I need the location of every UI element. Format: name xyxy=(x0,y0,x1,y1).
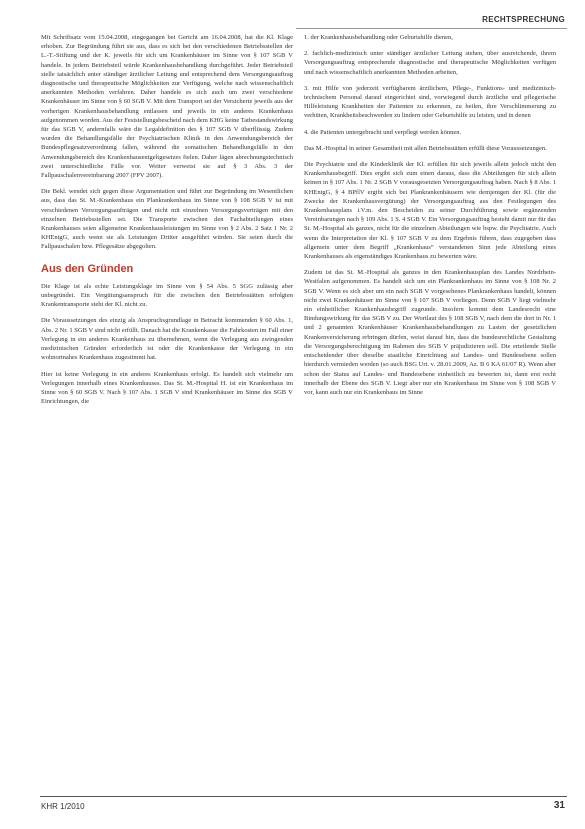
page-number: 31 xyxy=(553,800,565,811)
section-rubric: RECHTSPRECHUNG xyxy=(482,15,565,24)
body-paragraph: Die Klage ist als echte Leistungsklage im Sinne von § 54 Abs. 5 SGG zulässig aber unbegründet. Ein Vergütungsanspruch für die zwischen den Betriebsstätten erfolgten Krankentransporte steht der Kl. nicht zu. xyxy=(41,282,293,309)
body-paragraph: Die Voraussetzungen des einzig als Anspruchsgrundlage in Betracht kommenden § 60 Abs. 1, Abs. 2 Nr. 1 SGB V sind nicht erfüllt. Danach hat die Krankenkasse die Fahrkosten im Fall einer Verlegung in ein anderes Krankenhaus zu übernehmen, wenn die Verlegung aus zwingenden medizinischen Gründen erforderlich ist oder die Krankenkasse der Verlegung in ein wohnortnahes Krankenhaus zugestimmt hat. xyxy=(41,317,293,362)
statute-list-item: 2. fachlich-medizinisch unter ständiger ärztlicher Leitung stehen, über ausreichende, ihrem Versorgungsauftrag entsprechende diagnostische und therapeutische Möglichkeiten verfügen und nach wissenschaftlich anerkannten Methoden arbeiten, xyxy=(304,50,556,76)
journal-issue: KHR 1/2010 xyxy=(41,802,85,811)
left-column xyxy=(41,33,293,413)
statute-list-item: 1. der Krankenhausbehandlung oder Geburtshilfe dienen, xyxy=(304,34,453,41)
statute-list-item: 4. die Patienten untergebracht und verpflegt werden können. xyxy=(304,128,462,136)
footer-rule xyxy=(40,796,567,797)
body-paragraph: Die Bekl. wendet sich gegen diese Argumentation und führt zur Begründung im Wesentlichen aus, dass das St. M.-Krankenhaus ein Plankrankenhaus im Sinne von § 108 SGB V ist mit verschiedenen Versorgungsaufträgen und nicht mit einzelnen Versorgungsverträgen mit den einzelnen Betriebsstellen sei. Die Transporte zwischen den Fachabteilungen eines Krankenhauses seien allgemeine Krankenhausleistungen im Sinne von § 2 Abs. 2 Satz 1 Nr. 2 KHEntgG, auch wenn sie als Leistungen Dritter ausgeführt würden. Sie seien durch die Fallpauschalen bzw. Pflegesätze abgegolten. xyxy=(41,188,293,251)
body-paragraph: Hier ist keine Verlegung in ein anderes Krankenhaus erfolgt. Es handelt sich vielmehr um Verlegungen innerhalb eines Krankenhauses. Das St. M.-Hospital H. ist ein Krankenhaus im Sinne von § 60 SGB V. Nach § 107 Abs. 1 SGB V sind Krankenhäuser im Sinne des SGB V Einrichtungen, die xyxy=(41,370,293,406)
statute-list-item: 3. mit Hilfe von jederzeit verfügbarem ärztlichem, Pflege-, Funktions- und medizinisch-technischem Personal darauf eingerichtet sind, vorwiegend durch ärztliche und pflegerische Hilfeleistung Krankheiten der Patienten zu erkennen, zu heilen, ihre Verschlimmerung zu verhüten, Krankheitsbeschwerden zu lindern oder Geburtshilfe zu leisten, und in denen xyxy=(304,84,556,120)
body-paragraph: Die Psychiatrie und die Kinderklinik der Kl. erfüllen für sich jeweils allein jedoch nicht den Krankenhausbegriff. Dies ergibt sich zum einen daraus, dass die Abteilungen für sich allein keinen in § 107 Abs. 1 Nr. 2 SGB V vorausgesetzten Versorgungsauftrag haben. Nach § 8 Abs. 1 KHEntgG, § 4 BPflV ergibt sich bei Plankrankenhäusern wie demjenigen der Kl. (für die Zwecke der Krankenhausvergütung) der Versorgungsauftrag aus den Festlegungen des Krankenhausplans i.V.m. den Bescheiden zu seiner Durchführung sowie ergänzenden Vereinbarungen nach § 109 Abs. 1 S. 4 SGB V. Ein Versorgungsauftrag besteht damit nur für das St. M.-Hospital als ganzes, nicht für die einzelnen Abteilungen wie bspw. die Psychiatrie. Auch wenn die Interpretation der Kl. § 107 SGB V zu dem Ergebnis führen, dass zugegeben dass allgemein unter dem Begriff „Krankenhaus“ verstandenen Sinn jede Abteilung eines Krankenhauses als eigenständiges Krankenhaus zu bewerten wäre. xyxy=(304,161,556,261)
section-heading: Aus den Gründen xyxy=(41,262,134,275)
body-paragraph: Mit Schriftsatz vom 15.04.2008, eingegangen bei Gericht am 16.04.2008, hat die Kl. Klage erhoben. Zur Begründung führt sie aus, dass es sich bei den verschiedenen Betriebsstellen der L.-T.-Stiftung und der K. jeweils für sich um Krankenhäuser im Sinne von § 107 SGB V handele. In jedem Betriebsteil würde Krankenhausbehandlung durchgeführt. Jeder Betriebsteil stelle tatsächlich unter ständiger ärztlicher Leitung und entsprechend dem Versorgungsauftrag diagnostische und therapeutische Möglichkeiten zur Verfügung, welche nach wissenschaftlich anerkannten Methoden verfahren. Daher handele es sich auch um zwei verschiedene Krankenhäuser im Sinne von § 60 SGB V. Mit dem Transport sei der Versicherte jeweils aus der vorherigen Krankenhausbehandlung entlassen und jeweils in ein anderes Krankenhaus aufgenommen worden. Aus der Feststellungsbescheid nach dem KHG keine Tatbestandswirkung für das SGB V, andernfalls wäre die Legaldefinition des § 107 SGB V überflüssig. Zudem wurden die Behandlungsfälle der Psychiatrischen Klinik in den Anwendungsbereich der Bundespflegesatzverordnung fallen, während die somatischen Behandlungsfälle in den Anwendungsbereich des Krankenhausentgeltgesetzes fielen. Daher lägen abrechnungstechnisch zwei unterschiedliche Fälle vor. Weiter verweist sie auf § 3 Abs. 3 der Fallpauschalenvereinbarung 2007 (FPV 2007). xyxy=(41,34,293,180)
body-paragraph: Zudem ist das St. M.-Hospital als ganzes in den Krankenhausplan des Landes Nordrhein-Westfalen aufgenommen. Es handelt sich um ein Plankrankenhaus im Sinne von § 108 Nr. 2 SGB V. Wenn es sich aber um ein nach SGB V vorgesehenes Plankrankenhaus handelt, können nicht zwei Krankenhäuser im Sinne von § 107 SGB V vorliegen. Denn SGB V liegt vielmehr ein einheitlicher Krankenhausbegriff zugrunde. Insofern kommt dem Landesrecht eine Bindungswirkung für das SGB V zu. Der Wortlaut des § 108 SGB V, nach dem die dort in Nr. 1 und 2 genannten Krankenhäuser Krankenhausbehandlungen zu Lasten der gesetzlichen Krankenversicherung erbringen dürfen, weist darauf hin, dass die bundesrechtliche Gestaltung die Versorgungsberechtigung im Rahmen des SGB V präjudizieren soll. Die erteilende Stelle entscheidender über dieselbe staatliche Einrichtung auf Landes- und Bundesebene sollen hierdurch vermieden werden (so auch BSG Urt. v. 28.01.2009, Az. B 6 KA 61/07 R). Wenn aber schon der Status auf Landes- und Bundesebene einheitlich zu bewerten ist, dann erst recht innerhalb der Ebene des SGB V. Liegt aber nur ein Krankenhaus im Sinne von § 108 SGB V vor, kann auch nur ein Krankenhaus im Sinne xyxy=(304,269,556,396)
body-paragraph: Das M.-Hospital in seiner Gesamtheit mit allen Betriebsstätten erfüllt diese Voraussetzungen. xyxy=(304,144,547,152)
header-rule xyxy=(296,28,567,29)
right-column xyxy=(304,33,556,404)
